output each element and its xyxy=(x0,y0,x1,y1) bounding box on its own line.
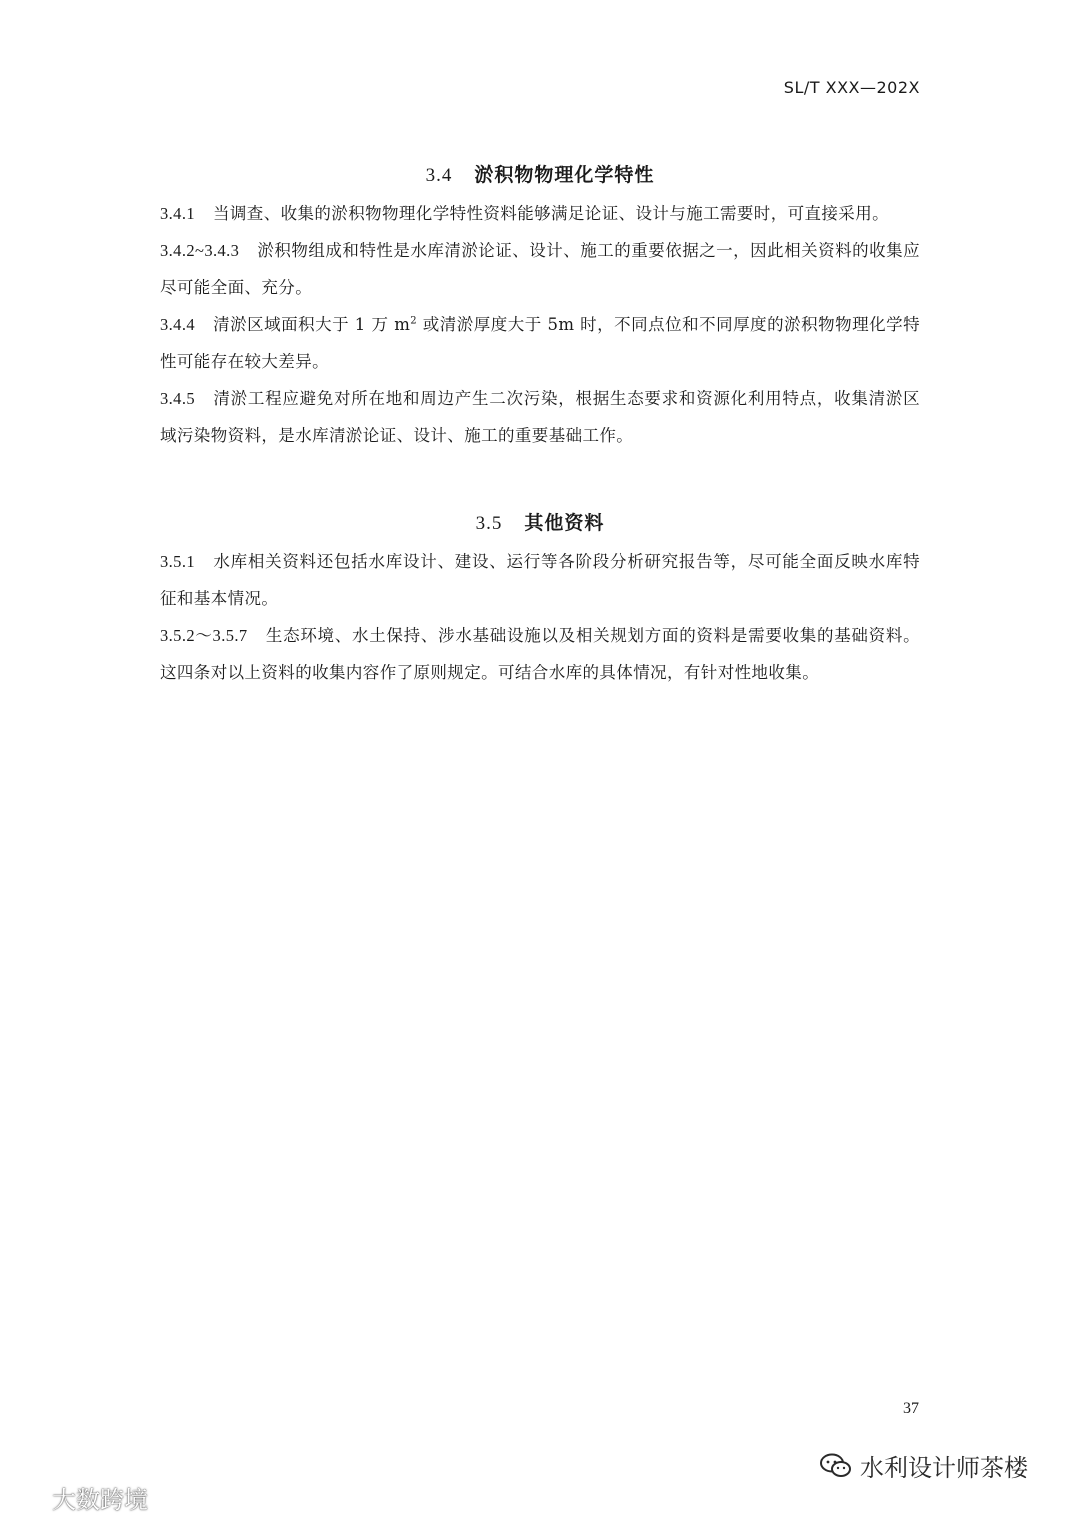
clause-text: 当调查、收集的淤积物物理化学特性资料能够满足论证、设计与施工需要时，可直接采用。 xyxy=(213,204,889,223)
document-code: SL/T XXX—202X xyxy=(783,78,920,97)
clause-number: 3.4.5 xyxy=(160,389,195,408)
clause-text: 清淤工程应避免对所在地和周边产生二次污染，根据生态要求和资源化利用特点，收集清淤区域污染物资料，是水库清淤论证、设计、施工的重要基础工作。 xyxy=(160,389,920,445)
watermark-brand xyxy=(4,1480,148,1515)
brand-logo-icon xyxy=(4,1486,48,1510)
section-title: 其他资料 xyxy=(524,512,605,534)
clause-3-4-5 xyxy=(160,380,920,454)
clause-number: 3.4.4 xyxy=(160,315,195,334)
section-heading-3-4 xyxy=(160,160,920,187)
clause-text: 清淤区域面积大于 1 万 m xyxy=(213,315,411,334)
clause-3-4-2 xyxy=(160,232,920,306)
watermark-channel xyxy=(820,1448,1028,1483)
clause-text: 水库相关资料还包括水库设计、建设、运行等各阶段分析研究报告等，尽可能全面反映水库特征和基本情况。 xyxy=(160,552,920,608)
clause-number: 3.4.2~3.4.3 xyxy=(160,241,240,260)
clause-3-5-1 xyxy=(160,543,920,617)
clause-text: 淤积物组成和特性是水库清淤论证、设计、施工的重要依据之一，因此相关资料的收集应尽可能全面、充分。 xyxy=(160,241,920,297)
clause-3-4-1 xyxy=(160,195,920,232)
section-number: 3.5 xyxy=(475,513,503,534)
clause-text: 生态环境、水土保持、涉水基础设施以及相关规划方面的资料是需要收集的基础资料。这四条对以上资料的收集内容作了原则规定。可结合水库的具体情况，有针对性地收集。 xyxy=(160,626,920,682)
clause-3-5-2 xyxy=(160,617,920,691)
section-number: 3.4 xyxy=(425,165,453,186)
document-body xyxy=(160,150,920,691)
section-heading-3-5 xyxy=(160,508,920,535)
clause-3-4-4 xyxy=(160,306,920,380)
wechat-icon xyxy=(820,1453,852,1479)
clause-text-continued: 或清淤厚度大于 5m 时，不同点位和不同厚度的淤积物物理化学特性可能存在较大差异。 xyxy=(160,315,920,371)
section-title: 淤积物物理化学特性 xyxy=(474,164,655,186)
clause-number: 3.5.2～3.5.7 xyxy=(160,626,248,645)
clause-number: 3.5.1 xyxy=(160,552,195,571)
page-number: 37 xyxy=(903,1400,919,1417)
watermark-right-text: 水利设计师茶楼 xyxy=(860,1454,1028,1482)
section-spacer xyxy=(160,454,920,498)
clause-number: 3.4.1 xyxy=(160,204,195,223)
watermark-left-text: 大数跨境 xyxy=(52,1486,148,1514)
superscript: 2 xyxy=(410,315,418,327)
